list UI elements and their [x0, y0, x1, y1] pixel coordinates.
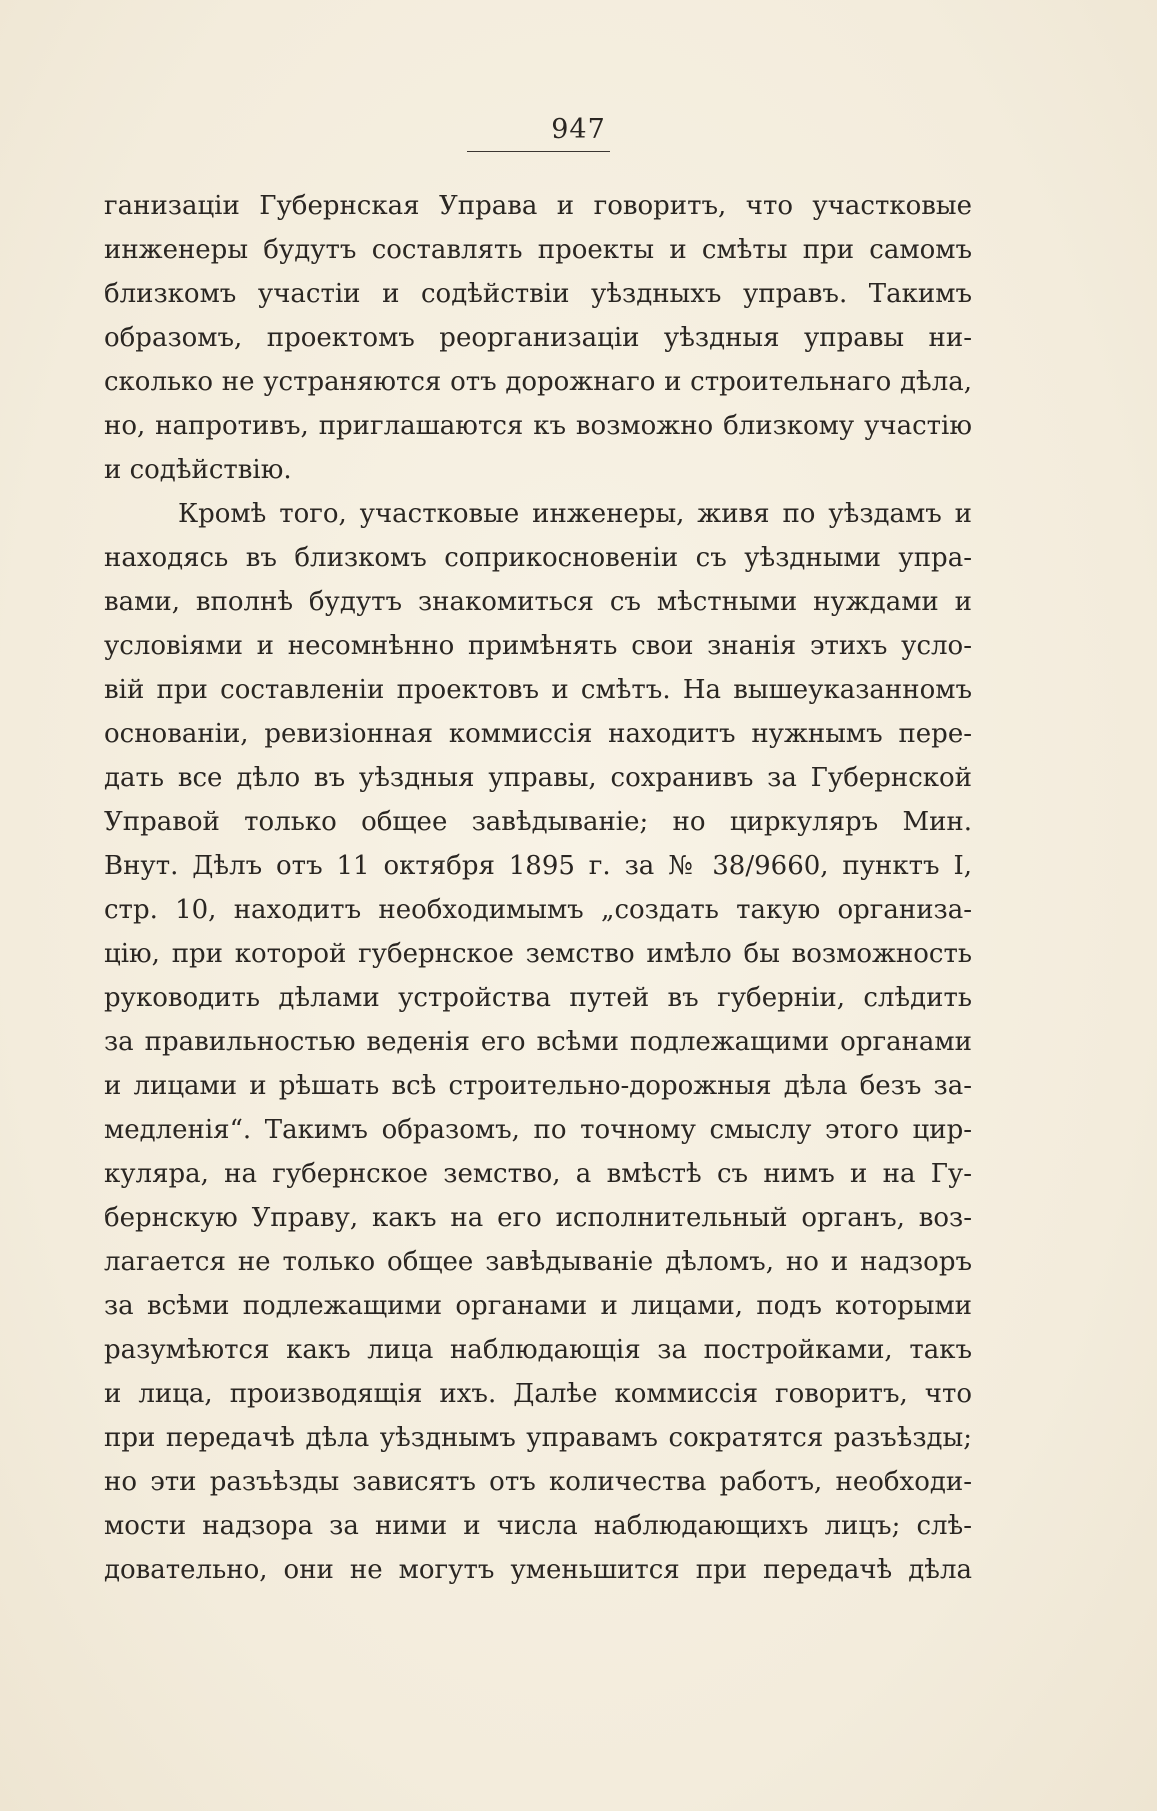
text-line: мости надзора за ними и числа наблюдающихъ лицъ; слѣ- — [104, 1511, 972, 1541]
text-line: инженеры будутъ составлять проекты и смѣты при самомъ — [104, 235, 972, 265]
text-line: разумѣются какъ лица наблюдающія за постройками, такъ — [104, 1335, 972, 1365]
paragraph — [104, 492, 972, 1592]
body-text — [104, 184, 972, 1592]
text-line: лагается не только общее завѣдываніе дѣломъ, но и надзоръ — [104, 1247, 972, 1277]
text-line: Внут. Дѣлъ отъ 11 октября 1895 г. за № 38/9660, пунктъ I, — [104, 851, 972, 881]
text-line: но эти разъѣзды зависятъ отъ количества работъ, необходи- — [104, 1467, 972, 1497]
text-line: бернскую Управу, какъ на его исполнительный органъ, воз- — [104, 1203, 972, 1233]
text-line: вій при составленіи проектовъ и смѣтъ. На вышеуказанномъ — [104, 675, 972, 705]
text-line: находясь въ близкомъ соприкосновеніи съ уѣздными упра- — [104, 543, 972, 573]
text-line: и содѣйствію. — [104, 455, 292, 485]
text-line: образомъ, проектомъ реорганизаціи уѣздныя управы ни- — [104, 323, 972, 353]
text-line: условіями и несомнѣнно примѣнять свои знанія этихъ усло- — [104, 631, 972, 661]
text-line: медленія“. Такимъ образомъ, по точному смыслу этого цир- — [104, 1115, 972, 1145]
text-line: основаніи, ревизіонная коммиссія находитъ нужнымъ пере- — [104, 719, 972, 749]
page-number: 947 — [551, 114, 606, 145]
text-line: руководить дѣлами устройства путей въ губерніи, слѣдить — [104, 983, 972, 1013]
paragraph — [104, 184, 972, 492]
text-line: при передачѣ дѣла уѣзднымъ управамъ сократятся разъѣзды; — [104, 1423, 972, 1453]
text-line: дать все дѣло въ уѣздныя управы, сохранивъ за Губернской — [104, 763, 972, 793]
text-line: Кромѣ того, участковые инженеры, живя по уѣздамъ и — [178, 499, 972, 529]
text-line: куляра, на губернское земство, а вмѣстѣ съ нимъ и на Гу- — [104, 1159, 972, 1189]
text-line: и лица, производящія ихъ. Далѣе коммиссія говоритъ, что — [104, 1379, 972, 1409]
page-number-rule — [467, 151, 610, 152]
text-line: стр. 10, находитъ необходимымъ „создать такую организа- — [104, 895, 972, 925]
text-line: близкомъ участіи и содѣйствіи уѣздныхъ управъ. Такимъ — [104, 279, 972, 309]
text-line: цію, при которой губернское земство имѣло бы возможность — [104, 939, 972, 969]
text-line: сколько не устраняются отъ дорожнаго и строительнаго дѣла, — [104, 367, 972, 397]
text-line: ганизаціи Губернская Управа и говоритъ, что участковые — [104, 191, 972, 221]
text-line: но, напротивъ, приглашаются къ возможно близкому участію — [104, 411, 972, 441]
text-line: за всѣми подлежащими органами и лицами, подъ которыми — [104, 1291, 972, 1321]
text-line: и лицами и рѣшать всѣ строительно-дорожныя дѣла безъ за- — [104, 1071, 972, 1101]
text-line: за правильностью веденія его всѣми подлежащими органами — [104, 1027, 972, 1057]
text-line: вами, вполнѣ будутъ знакомиться съ мѣстными нуждами и — [104, 587, 972, 617]
text-line: Управой только общее завѣдываніе; но циркуляръ Мин. — [104, 807, 972, 837]
text-line: довательно, они не могутъ уменьшится при передачѣ дѣла — [104, 1555, 972, 1585]
